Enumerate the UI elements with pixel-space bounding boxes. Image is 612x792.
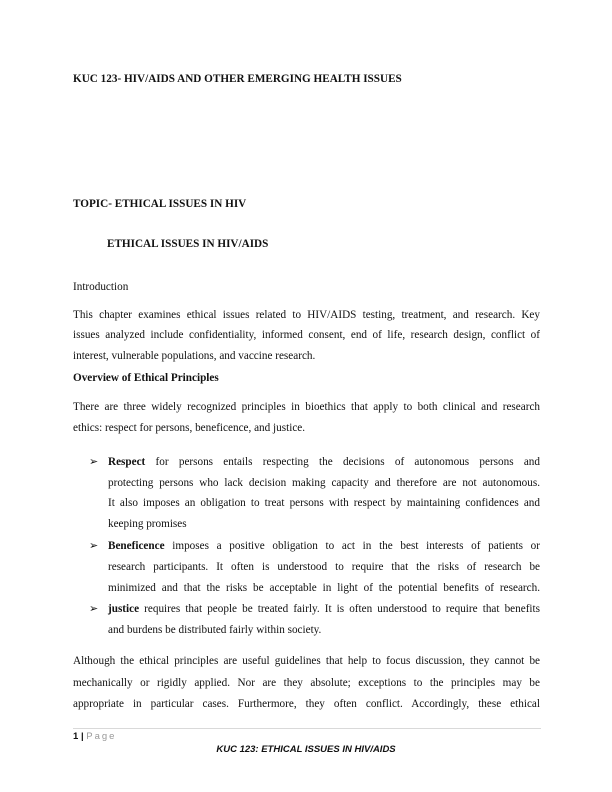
closing-line: mechanically or rigidly applied. Nor are they absolute; exceptions to the principles may be	[73, 677, 540, 689]
bullet-justice	[108, 602, 540, 616]
footer-title: KUC 123: ETHICAL ISSUES IN HIV/AIDS	[216, 744, 396, 755]
intro-line: interest, vulnerable populations, and vaccine research.	[73, 350, 316, 362]
arrow-bullet-icon: ➢	[89, 456, 99, 468]
footer-divider	[73, 728, 541, 729]
topic-heading: TOPIC- ETHICAL ISSUES IN HIV	[73, 198, 247, 210]
bullet-line: research participants. It often is understood to require that the risks of research be	[108, 561, 540, 573]
arrow-bullet-icon: ➢	[89, 603, 99, 615]
intro-heading: Introduction	[73, 281, 129, 293]
page-label: Page	[86, 731, 117, 742]
bullet-text: for persons entails respecting the decisions of autonomous persons and	[145, 456, 540, 468]
overview-line: There are three widely recognized principles in bioethics that apply to both clinical and research	[73, 401, 540, 413]
bullet-text: requires that people be treated fairly. It is often understood to require that benefits	[139, 603, 540, 615]
bullet-text: imposes a positive obligation to act in the best interests of patients or	[164, 540, 540, 552]
page-number-value: 1	[73, 731, 79, 742]
bullet-term: justice	[108, 603, 140, 615]
intro-line: This chapter examines ethical issues related to HIV/AIDS testing, treatment, and research. Key	[73, 309, 540, 321]
section-heading: ETHICAL ISSUES IN HIV/AIDS	[107, 238, 269, 250]
bullet-term: Respect	[108, 456, 146, 468]
closing-line: appropriate in particular cases. Furthermore, they often conflict. Accordingly, these ethical	[73, 698, 540, 710]
bullet-line: minimized and that the risks be acceptable in light of the potential benefits of research.	[108, 582, 540, 594]
bullet-beneficence	[108, 539, 540, 553]
bullet-respect	[108, 455, 540, 469]
overview-heading: Overview of Ethical Principles	[73, 372, 219, 384]
page-separator: |	[80, 731, 84, 742]
overview-line: ethics: respect for persons, beneficence, and justice.	[73, 422, 306, 434]
arrow-bullet-icon: ➢	[89, 540, 99, 552]
intro-line: issues analyzed include confidentiality, informed consent, end of life, research design, conflict of	[73, 329, 540, 341]
closing-line: Although the ethical principles are useful guidelines that help to focus discussion, they cannot be	[73, 655, 540, 667]
bullet-line: It also imposes an obligation to treat persons with respect by maintaining confidences and	[108, 497, 540, 509]
bullet-line: protecting persons who lack decision making capacity and therefore are not autonomous.	[108, 477, 540, 489]
page-number	[73, 731, 116, 742]
bullet-term: Beneficence	[108, 540, 165, 552]
bullet-line: and burdens be distributed fairly within society.	[108, 624, 322, 636]
bullet-line: keeping promises	[108, 518, 187, 530]
document-title: KUC 123- HIV/AIDS AND OTHER EMERGING HEALTH ISSUES	[73, 73, 402, 85]
